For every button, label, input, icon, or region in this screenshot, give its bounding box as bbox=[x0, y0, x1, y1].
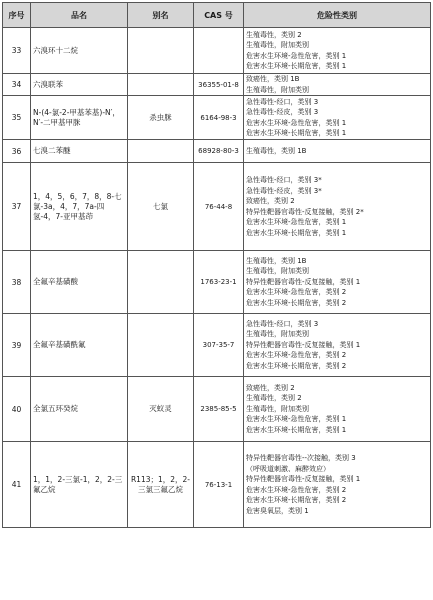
header-name: 品名 bbox=[31, 3, 128, 28]
table-row bbox=[3, 28, 431, 74]
cas-number: 68928-80-3 bbox=[194, 140, 244, 163]
alias-name bbox=[128, 251, 194, 314]
hazard-line: 危害水生环境-长期危害，类别 2 bbox=[246, 361, 347, 370]
hazard-line: 急性毒性-经皮，类别 3* bbox=[246, 186, 322, 195]
cas-number: 76-44-8 bbox=[194, 163, 244, 251]
hazard-cell bbox=[244, 163, 431, 251]
header-hazard: 危险性类别 bbox=[244, 3, 431, 28]
table-body bbox=[3, 28, 431, 528]
table-row bbox=[3, 314, 431, 377]
hazard-line: （呼吸道刺激、麻醉效应） bbox=[246, 464, 330, 473]
hazard-line: 生殖毒性，附加类别 bbox=[246, 267, 309, 276]
hazard-line: 生殖毒性，附加类别 bbox=[246, 85, 309, 94]
alias-name: R113；1，2，2-三氯三氟乙烷 bbox=[128, 442, 194, 528]
hazard-line: 生殖毒性，附加类别 bbox=[246, 404, 309, 413]
cas-number: 1763-23-1 bbox=[194, 251, 244, 314]
hazard-line: 生殖毒性，类别 2 bbox=[246, 394, 302, 403]
product-name: 七溴二苯醚 bbox=[31, 140, 128, 163]
product-name: 1，4，5，6，7，8，8-七氯-3a，4，7，7a-四氢-4，7-亚甲基茚 bbox=[31, 163, 128, 251]
hazard-line: 生殖毒性，类别 2 bbox=[246, 30, 302, 39]
cas-number: 2385-85-5 bbox=[194, 377, 244, 442]
hazard-line: 生殖毒性，附加类别 bbox=[246, 41, 309, 49]
alias-name: 七氯 bbox=[128, 163, 194, 251]
hazard-cell bbox=[244, 28, 431, 74]
hazard-line: 危害水生环境-急性危害，类别 2 bbox=[246, 351, 347, 360]
product-name: 1，1，2-三氯-1，2，2-三氟乙烷 bbox=[31, 442, 128, 528]
alias-name bbox=[128, 314, 194, 377]
row-number: 33 bbox=[3, 28, 31, 74]
row-number: 35 bbox=[3, 96, 31, 140]
product-name: 全氯五环癸烷 bbox=[31, 377, 128, 442]
hazard-line: 急性毒性-经口，类别 3* bbox=[246, 176, 322, 184]
alias-name bbox=[128, 74, 194, 96]
cas-number: 6164-98-3 bbox=[194, 96, 244, 140]
alias-name: 杀虫脒 bbox=[128, 96, 194, 140]
hazard-line: 危害臭氧层，类别 1 bbox=[246, 506, 309, 515]
hazard-line: 急性毒性-经皮，类别 3 bbox=[246, 108, 319, 116]
hazard-line: 危害水生环境-急性危害，类别 2 bbox=[246, 288, 347, 297]
hazard-line: 生殖毒性，类别 1B bbox=[246, 146, 307, 155]
hazard-cell bbox=[244, 314, 431, 377]
hazard-cell bbox=[244, 377, 431, 442]
hazard-line: 危害水生环境-长期危害，类别 1 bbox=[246, 129, 347, 137]
table-row bbox=[3, 163, 431, 251]
header-row bbox=[3, 3, 431, 28]
hazard-line: 致癌性，类别 2 bbox=[246, 197, 295, 205]
hazard-line: 危害水生环境-长期危害，类别 1 bbox=[246, 425, 347, 434]
hazard-line: 危害水生环境-长期危害，类别 2 bbox=[246, 298, 347, 307]
hazard-line: 特异性靶器官毒性-反复接触，类别 1 bbox=[246, 475, 361, 483]
hazard-line: 危害水生环境-急性危害，类别 1 bbox=[246, 218, 347, 226]
hazard-line: 生殖毒性，附加类别 bbox=[246, 330, 309, 339]
hazard-line: 特异性靶器官毒性-反复接触，类别 2* bbox=[246, 207, 364, 216]
hazard-cell bbox=[244, 96, 431, 140]
alias-name: 灭蚁灵 bbox=[128, 377, 194, 442]
header-cas: CAS 号 bbox=[194, 3, 244, 28]
row-number: 37 bbox=[3, 163, 31, 251]
hazard-line: 危害水生环境-急性危害，类别 1 bbox=[246, 118, 347, 127]
row-number: 38 bbox=[3, 251, 31, 314]
row-number: 40 bbox=[3, 377, 31, 442]
cas-number: 36355-01-8 bbox=[194, 74, 244, 96]
table-row bbox=[3, 74, 431, 96]
hazard-cell bbox=[244, 251, 431, 314]
alias-name bbox=[128, 28, 194, 74]
hazard-line: 危害水生环境-长期危害，类别 2 bbox=[246, 496, 347, 504]
hazard-line: 危害水生环境-长期危害，类别 1 bbox=[246, 228, 347, 237]
table-row bbox=[3, 377, 431, 442]
hazard-line: 急性毒性-经口，类别 3 bbox=[246, 97, 319, 106]
hazard-table bbox=[2, 2, 431, 528]
header-alias: 别名 bbox=[128, 3, 194, 28]
hazard-line: 生殖毒性，类别 1B bbox=[246, 256, 307, 265]
cas-number bbox=[194, 28, 244, 74]
row-number: 39 bbox=[3, 314, 31, 377]
alias-name bbox=[128, 140, 194, 163]
hazard-cell bbox=[244, 442, 431, 528]
hazard-cell bbox=[244, 74, 431, 96]
hazard-line: 危害水生环境-急性危害，类别 2 bbox=[246, 485, 347, 494]
table-row bbox=[3, 442, 431, 528]
hazard-line: 危害水生环境-急性危害，类别 1 bbox=[246, 51, 347, 60]
hazard-cell bbox=[244, 140, 431, 163]
product-name: 六溴环十二烷 bbox=[31, 28, 128, 74]
row-number: 36 bbox=[3, 140, 31, 163]
hazard-line: 特异性靶器官毒性-反复接触，类别 1 bbox=[246, 277, 361, 286]
product-name: 六溴联苯 bbox=[31, 74, 128, 96]
row-number: 34 bbox=[3, 74, 31, 96]
header-no: 序号 bbox=[3, 3, 31, 28]
hazard-line: 特异性靶器官毒性--次接触，类别 3 bbox=[246, 454, 356, 462]
product-name: 全氟辛基磺酸 bbox=[31, 251, 128, 314]
hazard-line: 急性毒性-经口，类别 3 bbox=[246, 319, 319, 328]
hazard-line: 致癌性，类别 1B bbox=[246, 75, 300, 83]
product-name: N-(4-氯-2-甲基苯基)-N′，N′-二甲基甲脒 bbox=[31, 96, 128, 140]
product-name: 全氟辛基磺酰氟 bbox=[31, 314, 128, 377]
table-row bbox=[3, 140, 431, 163]
hazard-line: 危害水生环境-长期危害，类别 1 bbox=[246, 62, 347, 70]
cas-number: 76-13-1 bbox=[194, 442, 244, 528]
table-row bbox=[3, 96, 431, 140]
hazard-line: 危害水生环境-急性危害，类别 1 bbox=[246, 415, 347, 424]
cas-number: 307-35-7 bbox=[194, 314, 244, 377]
row-number: 41 bbox=[3, 442, 31, 528]
hazard-line: 特异性靶器官毒性-反复接触，类别 1 bbox=[246, 340, 361, 349]
table-row bbox=[3, 251, 431, 314]
hazard-line: 致癌性，类别 2 bbox=[246, 383, 295, 392]
